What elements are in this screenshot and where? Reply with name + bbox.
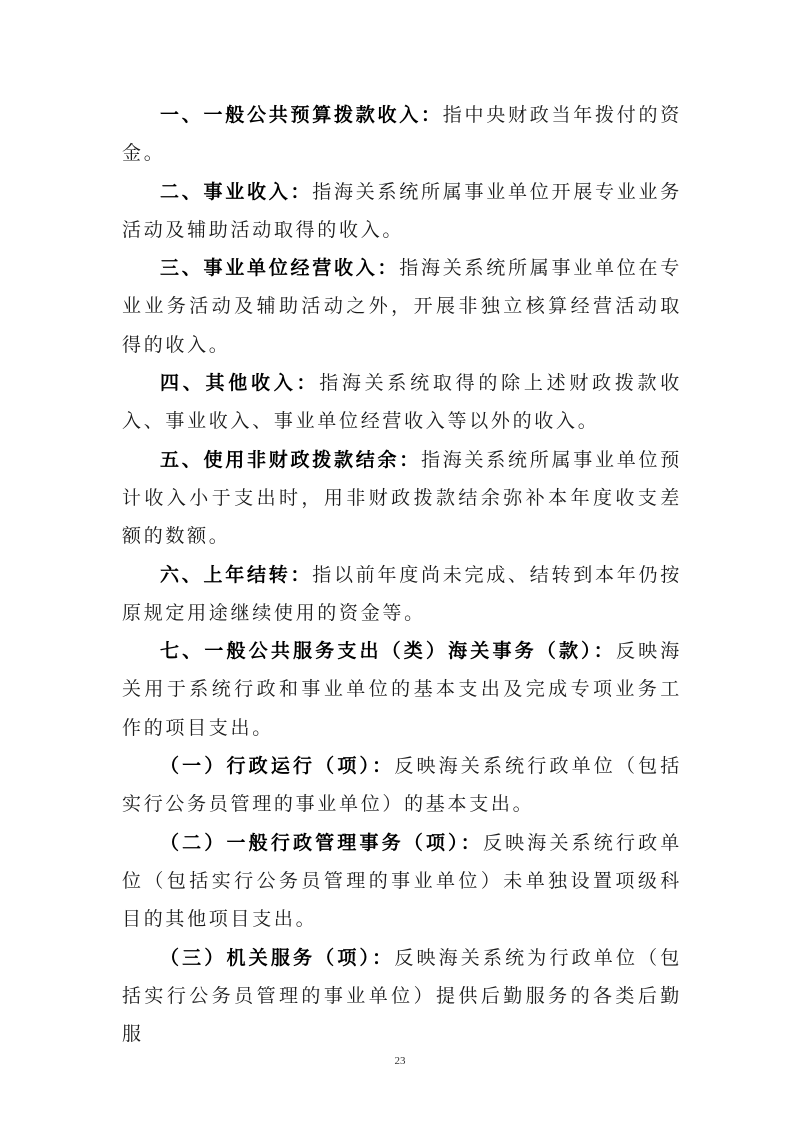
paragraph-other-income [122, 364, 682, 441]
term-label: 七、一般公共服务支出（类）海关事务（款）： [160, 640, 616, 663]
term-label: （一）行政运行（项）： [160, 755, 395, 778]
term-definition: 指海关系统取得的除上述财政拨款收入、事业收入、事业单位经营收入等以外的收入。 [122, 372, 682, 433]
paragraph-general-administration [122, 824, 682, 939]
term-definition: 指海关系统所属事业单位预计收入小于支出时，用非财政拨款结余弥补本年度收支差额的数额。 [122, 448, 682, 548]
term-definition: 反映海关系统行政单位（包括实行公务员管理的事业单位）未单独设置项级科目的其他项目支出。 [122, 831, 682, 931]
term-label: （二）一般行政管理事务（项）： [160, 831, 483, 854]
paragraph-prior-year-carryover [122, 556, 682, 633]
page-number: 23 [394, 1055, 406, 1067]
term-definition: 指以前年度尚未完成、结转到本年仍按原规定用途继续使用的资金等。 [122, 563, 682, 624]
paragraph-customs-affairs-expenditure [122, 632, 682, 747]
term-label: 三、事业单位经营收入： [160, 257, 400, 280]
paragraph-business-income [122, 173, 682, 250]
paragraph-operating-income [122, 249, 682, 364]
paragraph-institutional-services [122, 939, 682, 1054]
paragraph-non-fiscal-surplus [122, 441, 682, 556]
document-body [122, 96, 682, 1053]
term-label: 四、其他收入： [160, 372, 320, 395]
term-label: 二、事业收入： [160, 180, 313, 203]
term-label: （三）机关服务（项）： [160, 946, 395, 969]
term-label: 一、一般公共预算拨款收入： [160, 104, 443, 126]
term-definition: 反映海关系统为行政单位（包括实行公务员管理的事业单位）提供后勤服务的各类后勤服 [122, 946, 682, 1046]
paragraph-general-budget-income [122, 96, 682, 173]
term-definition: 反映海关用于系统行政和事业单位的基本支出及完成专项业务工作的项目支出。 [122, 640, 682, 739]
term-definition: 指海关系统所属事业单位在专业业务活动及辅助活动之外，开展非独立核算经营活动取得的收入。 [122, 257, 683, 356]
term-definition: 指海关系统所属事业单位开展专业业务活动及辅助活动取得的收入。 [122, 180, 682, 241]
term-label: 五、使用非财政拨款结余： [160, 448, 422, 471]
term-label: 六、上年结转： [160, 563, 313, 586]
term-definition: 反映海关系统行政单位（包括实行公务员管理的事业单位）的基本支出。 [122, 755, 682, 816]
term-definition: 指中央财政当年拨付的资金。 [122, 104, 682, 165]
paragraph-administrative-operation [122, 747, 682, 824]
